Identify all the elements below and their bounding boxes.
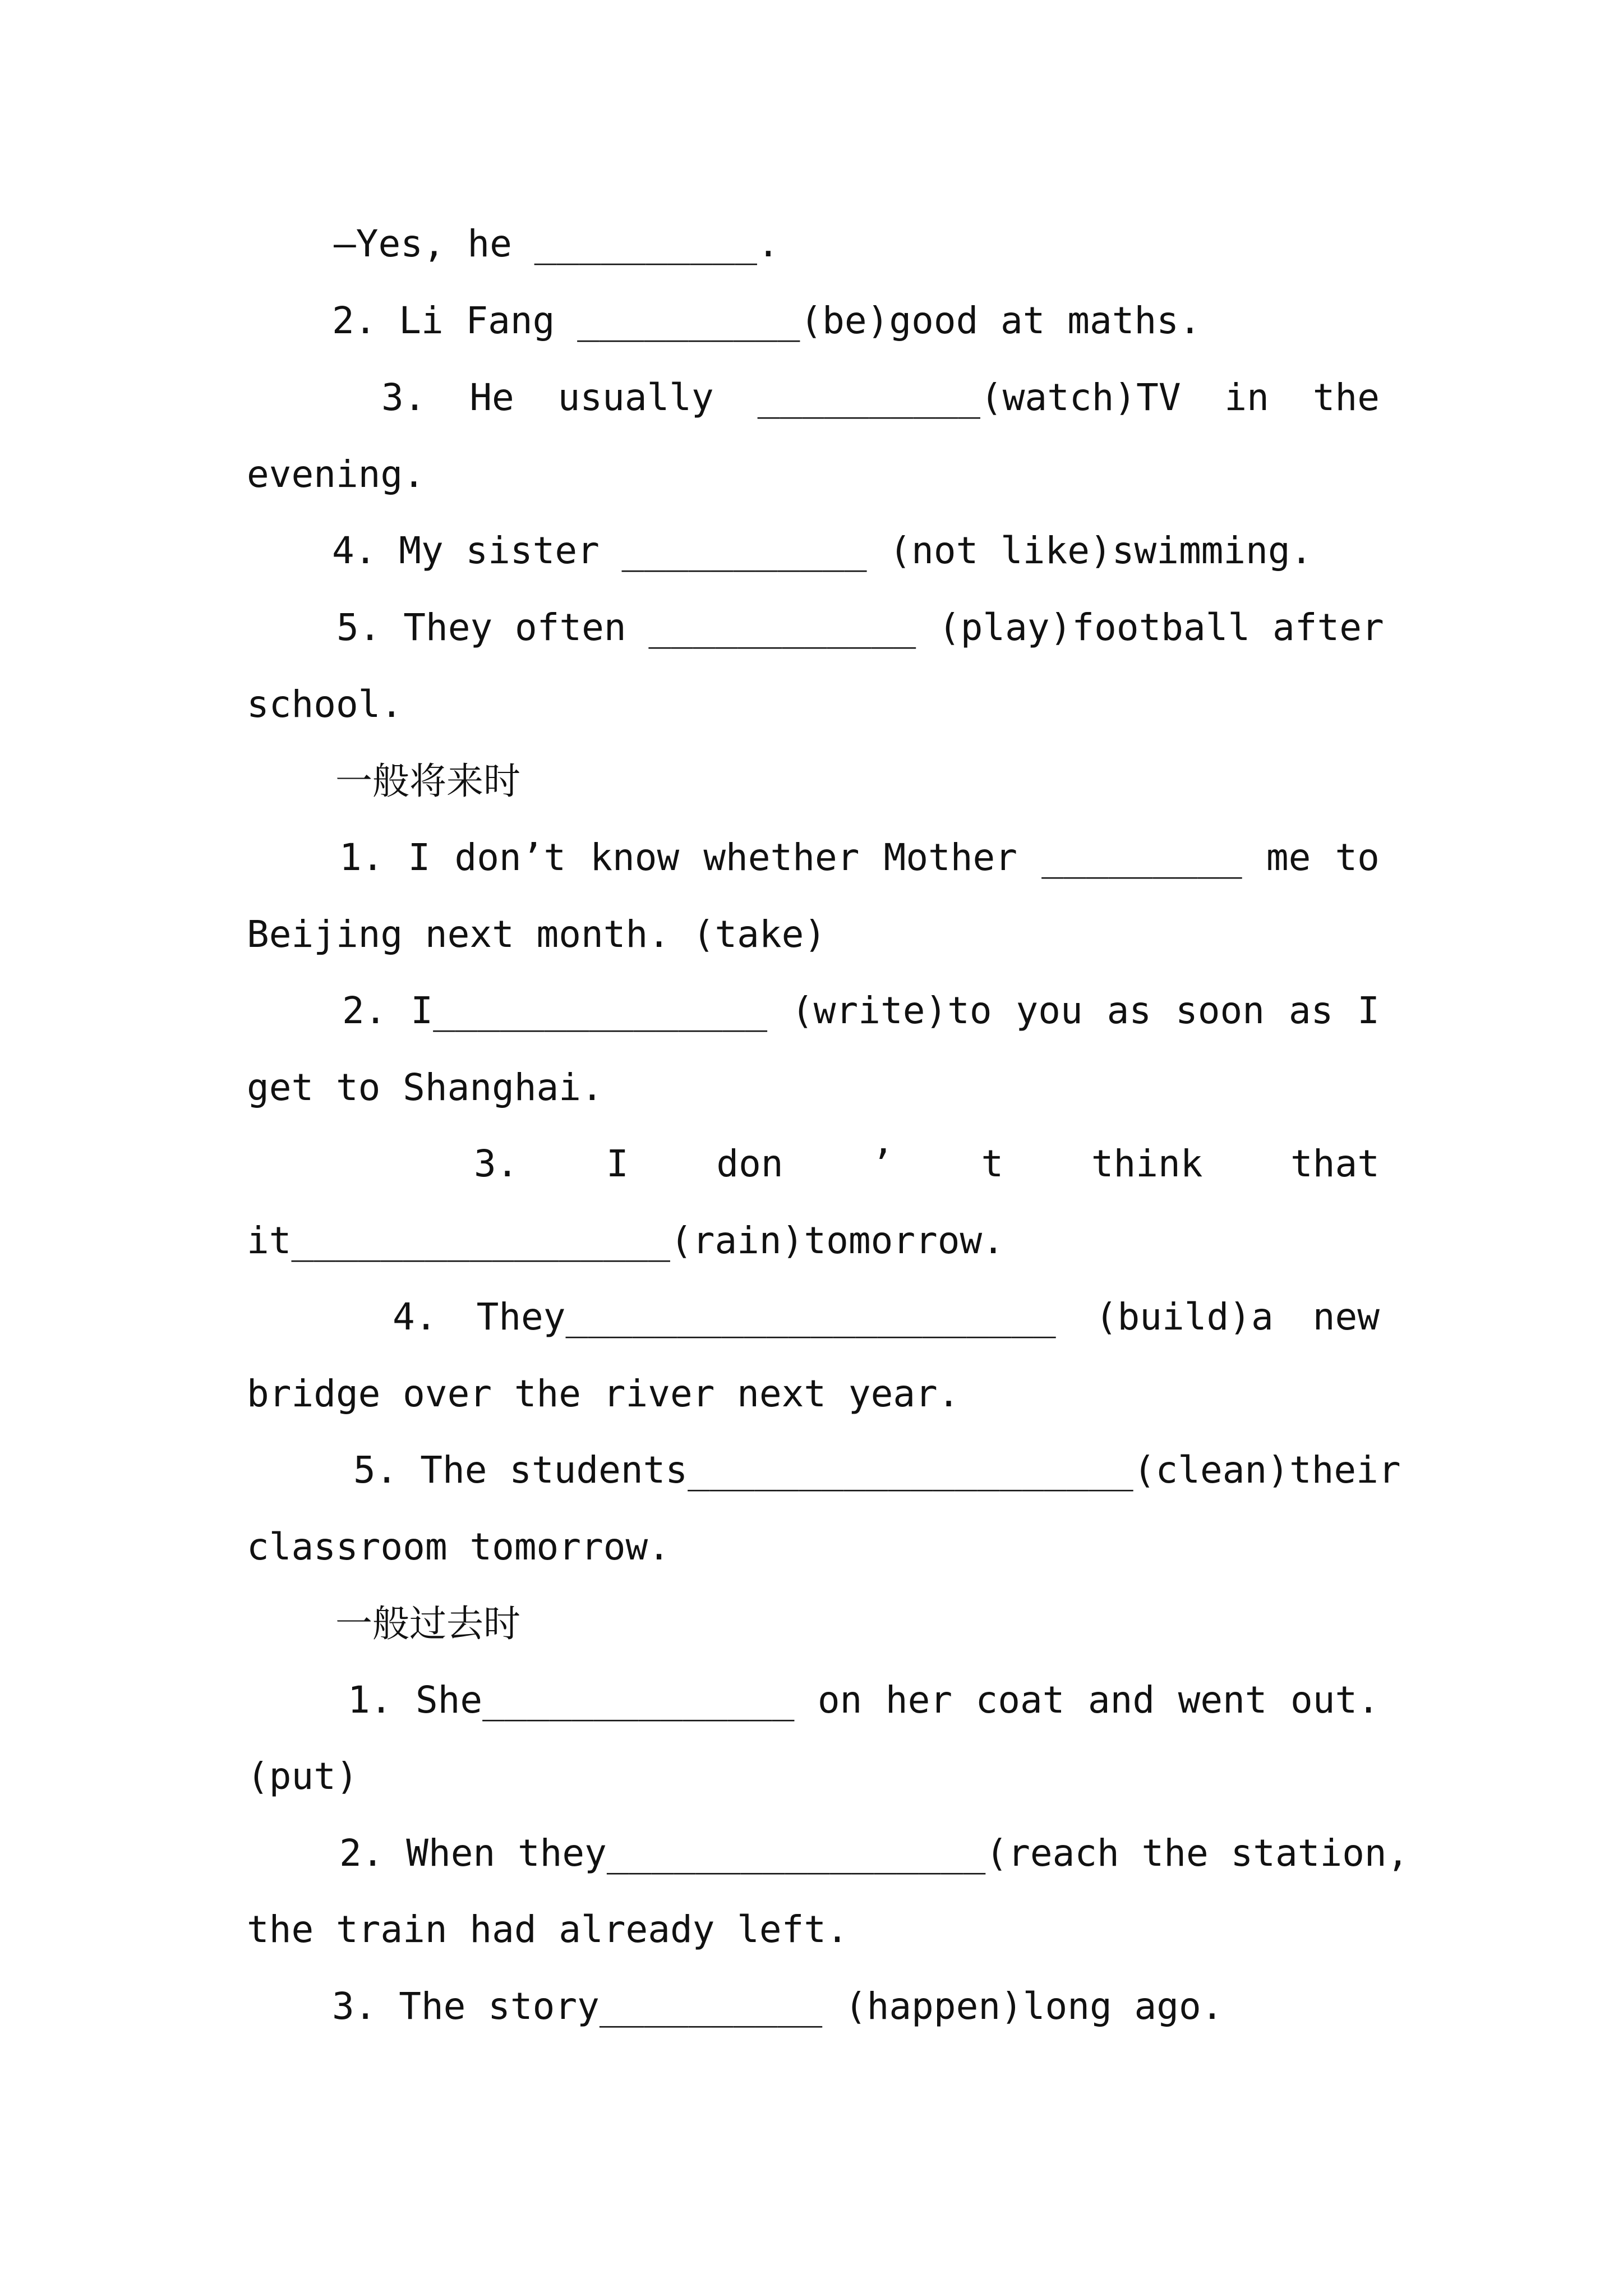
exercise-item: 4. My sister ___________ (not like)swimming.: [332, 529, 1313, 572]
text-line: classroom tomorrow.: [247, 1525, 670, 1568]
exercise-item: 1. I don’t know whether Mother _________ me to: [339, 836, 1380, 879]
section-heading: 一般将来时: [335, 760, 520, 803]
text-line: —Yes, he __________.: [334, 222, 780, 265]
exercise-item: 1. She______________ on her coat and went out.: [348, 1678, 1380, 1722]
exercise-item: 3. The story__________ (happen)long ago.: [332, 1985, 1224, 2028]
text-line: (put): [247, 1755, 358, 1798]
text-line: school.: [247, 683, 403, 726]
text-line: bridge over the river next year.: [247, 1372, 960, 1415]
exercise-item: 2. Li Fang __________(be)good at maths.: [332, 299, 1201, 342]
section-heading: 一般过去时: [335, 1602, 520, 1645]
text-line: the train had already left.: [247, 1908, 849, 1951]
exercise-item: 2. I_______________ (write)to you as soon as I: [342, 989, 1380, 1032]
text-line: evening.: [247, 453, 425, 496]
exercise-item: 5. They often ____________ (play)football after: [336, 606, 1384, 649]
exercise-item: 5. The students____________________(clean)their: [353, 1448, 1401, 1492]
text-line: Beijing next month. (take): [247, 913, 827, 956]
exercise-item: 2. When they_________________(reach the station,: [339, 1832, 1409, 1875]
exercise-item: 3. He usually __________(watch)TV in the: [381, 376, 1380, 419]
exercise-item: 3. I don ’ t think that: [474, 1142, 1380, 1185]
text-line: get to Shanghai.: [247, 1066, 603, 1109]
text-line: it_________________(rain)tomorrow.: [247, 1219, 1005, 1262]
exercise-item: 4. They______________________ (build)a new: [393, 1295, 1380, 1338]
